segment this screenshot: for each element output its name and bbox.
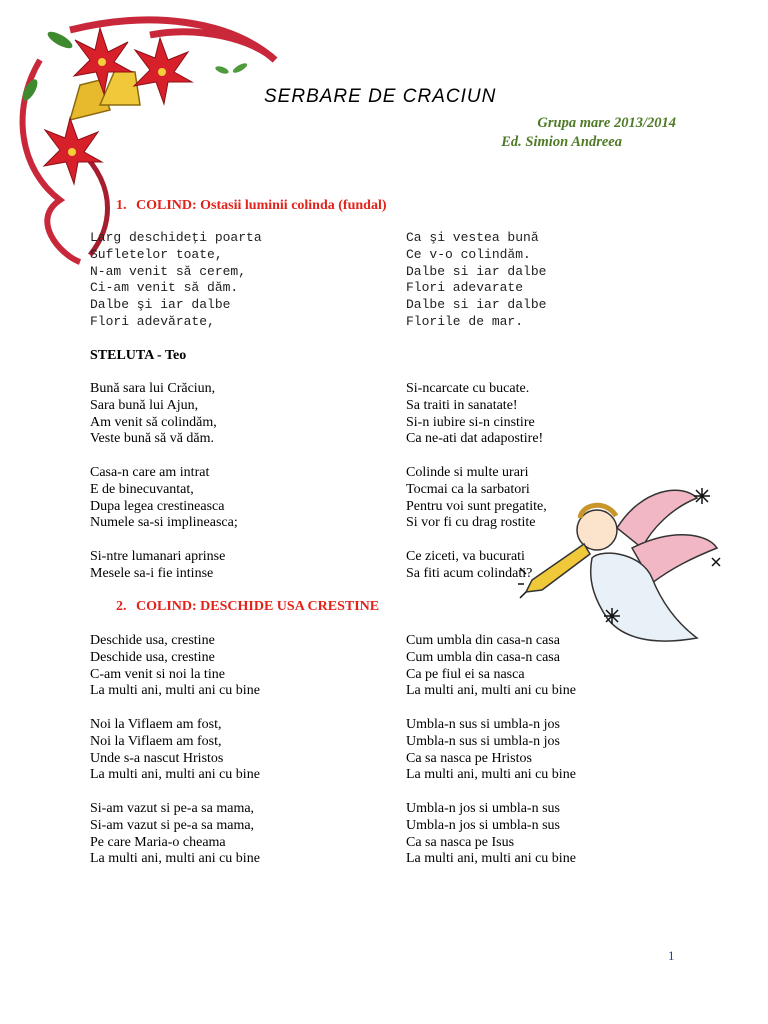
section-2-stanza-2-left — [90, 717, 260, 784]
steluta-stanza-2-right — [406, 465, 547, 532]
verse-line: Ce v-o colindăm. — [406, 246, 531, 262]
verse-line: N-am venit să cerem, — [90, 263, 247, 279]
verse-line: Sufletelor toate, — [90, 246, 223, 262]
verse-line: Florile de mar. — [406, 313, 524, 329]
page-number: 1 — [668, 948, 675, 963]
verse-line: Umbla-n sus si umbla-n jos — [406, 733, 560, 749]
class-info — [356, 114, 676, 152]
teacher-label: Ed. Simion Andreea — [501, 134, 622, 150]
verse-line: La multi ani, multi ani cu bine — [406, 851, 576, 867]
verse-line: C-am venit si noi la tine — [90, 666, 225, 682]
section-2-title: COLIND: DESCHIDE USA CRESTINE — [136, 599, 380, 614]
verse-line: Noi la Viflaem am fost, — [90, 717, 222, 732]
steluta-stanza-1-right — [406, 381, 543, 448]
steluta-heading: STELUTA - Teo — [90, 348, 187, 363]
verse-line: Deschide usa, crestine — [90, 649, 215, 665]
verse-line: Flori adevarate — [406, 280, 524, 296]
verse-line: Umbla-n jos si umbla-n sus — [406, 817, 560, 833]
section-1-right-column — [406, 230, 546, 331]
verse-line: Casa-n care am intrat — [90, 465, 210, 480]
group-label: Grupa mare 2013/2014 — [537, 115, 676, 131]
verse-line: Dalbe si iar dalbe — [406, 263, 547, 279]
verse-line: Si-n iubire si-n cinstire — [406, 414, 535, 430]
section-1-heading — [116, 198, 387, 214]
verse-line: Larg deschideţi poarta — [90, 230, 262, 245]
section-1-title: COLIND: Ostasii luminii colinda (fundal) — [136, 198, 387, 213]
verse-line: Umbla-n sus si umbla-n jos — [406, 717, 560, 732]
verse-line: Cum umbla din casa-n casa — [406, 649, 560, 665]
section-1-number: 1. — [116, 198, 127, 213]
verse-line: Cum umbla din casa-n casa — [406, 633, 560, 648]
section-1-left-column — [90, 230, 262, 331]
section-2-stanza-2-right — [406, 717, 576, 784]
verse-line: Ca pe fiul ei sa nasca — [406, 666, 525, 682]
verse-line: Ca sa nasca pe Isus — [406, 834, 515, 850]
verse-line: Pe care Maria-o cheama — [90, 834, 226, 850]
verse-line: Dupa legea crestineasca — [90, 498, 225, 514]
verse-line: Umbla-n jos si umbla-n sus — [406, 801, 560, 816]
verse-line: Ce ziceti, va bucurati — [406, 549, 525, 564]
section-2-stanza-1-left — [90, 633, 260, 700]
verse-line: Si-ntre lumanari aprinse — [90, 549, 226, 564]
verse-line: Noi la Viflaem am fost, — [90, 733, 222, 749]
section-2-stanza-3-right — [406, 801, 576, 868]
verse-line: Sa fiti acum colindati? — [406, 565, 533, 581]
section-2-stanza-1-right — [406, 633, 576, 700]
verse-line: La multi ani, multi ani cu bine — [406, 767, 576, 783]
verse-line: La multi ani, multi ani cu bine — [90, 767, 260, 783]
steluta-stanza-3-left — [90, 549, 225, 583]
verse-line: Ca sa nasca pe Hristos — [406, 750, 532, 766]
verse-line: La multi ani, multi ani cu bine — [90, 851, 260, 867]
verse-line: Am venit să colindăm, — [90, 414, 217, 430]
verse-line: Si vor fi cu drag rostite — [406, 515, 536, 531]
steluta-stanza-1-left — [90, 381, 217, 448]
verse-line: Si-am vazut si pe-a sa mama, — [90, 801, 255, 816]
verse-line: Si-am vazut si pe-a sa mama, — [90, 817, 255, 833]
verse-line: Dalbe şi iar dalbe — [90, 297, 231, 313]
verse-line: La multi ani, multi ani cu bine — [406, 683, 576, 699]
verse-line: Ci-am venit să dăm. — [90, 280, 239, 296]
verse-line: Unde s-a nascut Hristos — [90, 750, 224, 766]
steluta-stanza-3-right — [406, 549, 532, 583]
verse-line: Deschide usa, crestine — [90, 633, 215, 648]
section-2-stanza-3-left — [90, 801, 260, 868]
verse-line: Si-ncarcate cu bucate. — [406, 381, 530, 396]
verse-line: Veste bună să vă dăm. — [90, 431, 215, 447]
steluta-stanza-2-left — [90, 465, 238, 532]
verse-line: Pentru voi sunt pregatite, — [406, 498, 547, 514]
verse-line: Bună sara lui Crăciun, — [90, 381, 216, 396]
verse-line: Sa traiti in sanatate! — [406, 397, 518, 413]
verse-line: Mesele sa-i fie intinse — [90, 565, 214, 581]
verse-line: Flori adevărate, — [90, 313, 215, 329]
verse-line: Ca ne-ati dat adapostire! — [406, 431, 544, 447]
section-2-heading — [116, 599, 379, 615]
section-2-number: 2. — [116, 599, 127, 614]
verse-line: Ca şi vestea bună — [406, 230, 539, 245]
verse-line: Sara bună lui Ajun, — [90, 397, 199, 413]
verse-line: Numele sa-si implineasca; — [90, 515, 238, 531]
verse-line: La multi ani, multi ani cu bine — [90, 683, 260, 699]
verse-line: Colinde si multe urari — [406, 465, 529, 480]
verse-line: E de binecuvantat, — [90, 481, 194, 497]
verse-line: Tocmai ca la sarbatori — [406, 481, 530, 497]
verse-line: Dalbe si iar dalbe — [406, 297, 547, 313]
page-title: SERBARE DE CRACIUN — [264, 86, 497, 107]
